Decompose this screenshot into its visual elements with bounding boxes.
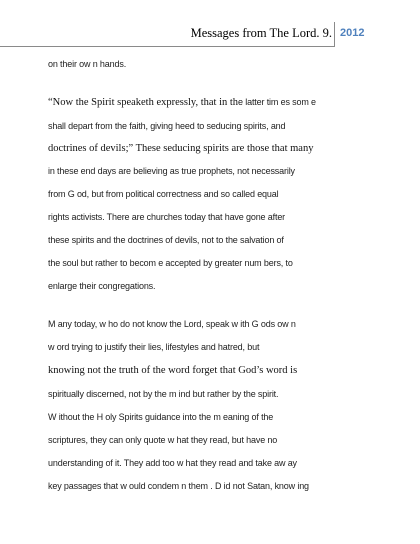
text-line: from G od, but from political correctness and so called equal [48, 189, 279, 199]
text-line: spiritually discerned, not by the m ind but rather by the spirit. [48, 389, 279, 399]
header-rule [0, 46, 334, 47]
header-title: Messages from The Lord. 9. [190, 26, 332, 40]
text-line: shall depart from the faith, giving heed to seducing spirits, and [48, 121, 286, 131]
text-line: understanding of it. They add too w hat they read and take aw ay [48, 458, 297, 468]
text-line: these spirits and the doctrines of devils, not to the salvation of [48, 235, 284, 245]
text-line: scriptures, they can only quote w hat they read, but have no [48, 435, 278, 445]
text-line: enlarge their congregations. [48, 281, 156, 291]
text-line: in these end days are believing as true prophets, not necessarily [48, 166, 295, 176]
text-line: knowing not the truth of the word forget that God’s word is [48, 365, 298, 376]
page-header [0, 22, 420, 46]
text-line [48, 97, 316, 108]
text-line: rights activists. There are churches today that have gone after [48, 212, 286, 222]
text-line: M any today, w ho do not know the Lord, speak w ith G ods ow n [48, 319, 296, 329]
text-segment: “Now the Spirit speaketh expressly, that in th [48, 97, 239, 108]
text-line: key passages that w ould condem n them . D id not Satan, know ing [48, 481, 309, 491]
header-divider [334, 22, 335, 47]
text-line: on their ow n hands. [48, 59, 127, 69]
text-segment: e latter tim es som e [238, 97, 316, 107]
header-year: 2012 [340, 27, 365, 39]
text-line: doctrines of devils;” These seducing spirits are those that many [48, 143, 314, 154]
text-line: the soul but rather to becom e accepted by greater num bers, to [48, 258, 293, 268]
text-line: w ord trying to justify their lies, lifestyles and hatred, but [48, 342, 260, 352]
text-line: W ithout the H oly Spirits guidance into the m eaning of the [48, 412, 274, 422]
